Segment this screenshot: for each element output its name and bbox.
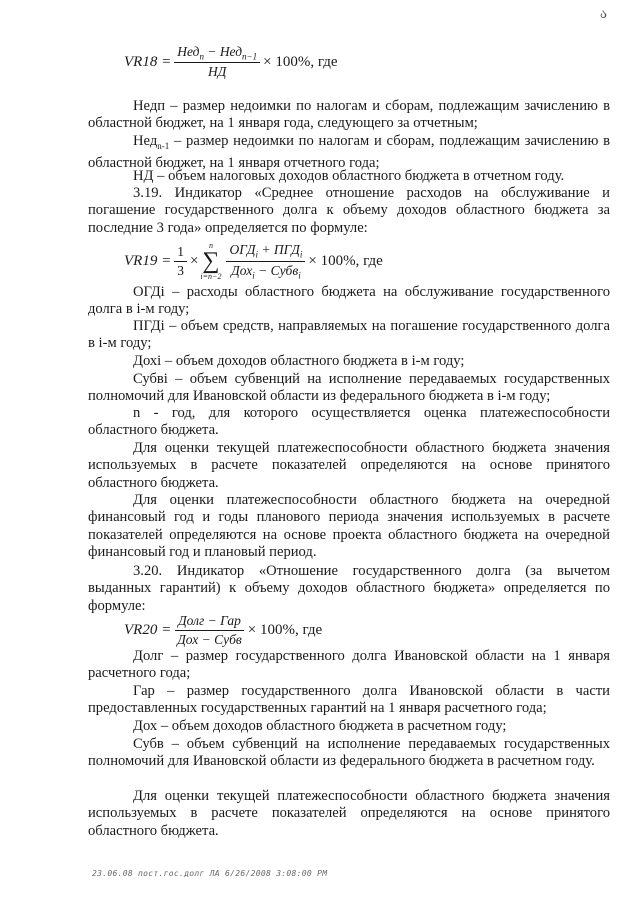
formula-vr19-num-op: + ПГД (258, 241, 300, 257)
formula-vr18-fraction (174, 44, 260, 81)
paragraph-gar: Гар – размер государственного долга Ивановской области в части предоставленных государственных гарантий на 1 января расчетного года; (88, 683, 610, 717)
formula-vr19-third (174, 244, 187, 279)
document-footer: 23.06.08 пост.гос.долг ЛА 6/26/2008 3:08:00 PM (92, 869, 328, 878)
paragraph-planned-solvency: Для оценки платежеспособности областного бюджета на очередной финансовый год и годы планового периода значения используемых в расчете показателей определяются на основе проекта областного бюджета на очередной финансовый год и плановый период. (88, 492, 610, 561)
formula-vr18 (124, 42, 338, 82)
paragraph-3-20: 3.20. Индикатор «Отношение государственного долга (за вычетом выданных гарантий) к объему доходов областного бюджета» определяется по формуле: (88, 563, 610, 614)
formula-vr19-fraction (226, 242, 305, 280)
formula-vr19-sum-top: n (208, 241, 213, 250)
formula-vr19-den-op: − Субв (254, 262, 299, 278)
paragraph-3-19: 3.19. Индикатор «Среднее отношение расходов на обслуживание и погашение государственного долга к объему доходов областного бюджета за последние 3 года» определяется по формуле: (88, 185, 610, 236)
paragraph-ned-prev-sub: n-1 (157, 140, 170, 151)
formula-vr18-num-op: − (203, 43, 220, 59)
formula-vr19 (124, 238, 383, 284)
formula-vr18-num-a-sub: n (199, 51, 204, 62)
formula-vr19-den-a: Дох (231, 262, 253, 278)
formula-vr19-denominator (228, 262, 304, 281)
formula-vr18-numerator (174, 44, 260, 64)
paragraph-subv: Субв – объем субвенций на исполнение передаваемых государственных полномочий для Ивановской области из федерального бюджета в расчетном году. (88, 736, 610, 770)
formula-vr18-tail: , где (310, 53, 338, 70)
paragraph-subv-i: Субвi – объем субвенций на исполнение передаваемых государственных полномочий для Ивановской области из федерального бюджета в i-м году; (88, 371, 610, 405)
paragraph-ned-prev-rest: – размер недоимки по налогам и сборам, подлежащим зачислению в областной бюджет, на 1 января отчетного года; (88, 133, 610, 172)
formula-vr18-num-b: Нед (219, 43, 243, 59)
formula-vr19-sum-sign: ∑ (202, 248, 220, 274)
formula-vr19-num-a: ОГД (229, 241, 256, 257)
paragraph-ogd: ОГДi – расходы областного бюджета на обслуживание государственного долга в i-м году; (88, 284, 610, 318)
formula-vr20-fraction (174, 613, 245, 648)
paragraph-nedp: Недп – размер недоимки по налогам и сборам, подлежащим зачислению в областной бюджет, на 1 января года, следующего за отчетным; (88, 98, 610, 132)
paragraph-ned-prev (88, 133, 610, 173)
formula-vr18-num-b-sub: n−1 (242, 51, 258, 62)
formula-vr19-third-den: 3 (177, 262, 184, 278)
formula-vr19-sum (200, 241, 221, 281)
paragraph-dolg: Долг – размер государственного долга Ивановской области на 1 января расчетного года; (88, 648, 610, 682)
formula-vr18-num-a: Нед (177, 43, 200, 59)
formula-vr20-tail: , где (295, 621, 323, 638)
paragraph-doh-i: Дохi – объем доходов областного бюджета в i-м году; (133, 353, 465, 369)
formula-vr19-times: × (189, 252, 199, 269)
formula-vr20-lhs: VR20 = (124, 621, 172, 638)
corner-mark: ა (600, 6, 608, 21)
formula-vr19-den-sub1: i (252, 270, 255, 281)
paragraph-nd: НД – объем налоговых доходов областного бюджета в отчетном году. (133, 168, 565, 184)
formula-vr19-third-num: 1 (174, 244, 187, 262)
formula-vr19-lhs: VR19 = (124, 252, 172, 269)
paragraph-n: n - год, для которого осуществляется оценка платежеспособности областного бюджета. (88, 405, 610, 439)
formula-vr20-denominator: Дох − Субв (177, 631, 242, 647)
paragraph-doh: Дох – объем доходов областного бюджета в расчетном году; (133, 718, 507, 734)
formula-vr20-numerator: Долг − Гар (175, 613, 244, 631)
paragraph-ned-prev-main: Нед (133, 133, 158, 149)
formula-vr18-denominator: НД (207, 64, 227, 80)
paragraph-pgd: ПГДi – объем средств, направляемых на погашение государственного долга в i-м году; (88, 318, 610, 352)
paragraph-current-solvency-2: Для оценки текущей платежеспособности областного бюджета значения используемых в расчете показателей определяются на основе принятого областного бюджета. (88, 788, 610, 839)
formula-vr19-numerator (226, 242, 305, 262)
formula-vr20 (124, 610, 322, 650)
formula-vr19-mult: × 100% (308, 252, 356, 269)
formula-vr18-mult: × 100% (263, 53, 311, 70)
formula-vr19-num-sub1: i (255, 249, 258, 260)
formula-vr20-mult: × 100% (247, 621, 295, 638)
formula-vr19-num-sub2: i (299, 249, 303, 260)
formula-vr19-tail: , где (355, 252, 383, 269)
paragraph-current-solvency: Для оценки текущей платежеспособности областного бюджета значения используемых в расчете показателей определяются на основе принятого областного бюджета. (88, 440, 610, 491)
formula-vr19-sum-bottom: i=n−2 (200, 272, 222, 281)
formula-vr19-den-sub2: i (298, 270, 301, 281)
formula-vr18-lhs: VR18 = (124, 53, 172, 70)
